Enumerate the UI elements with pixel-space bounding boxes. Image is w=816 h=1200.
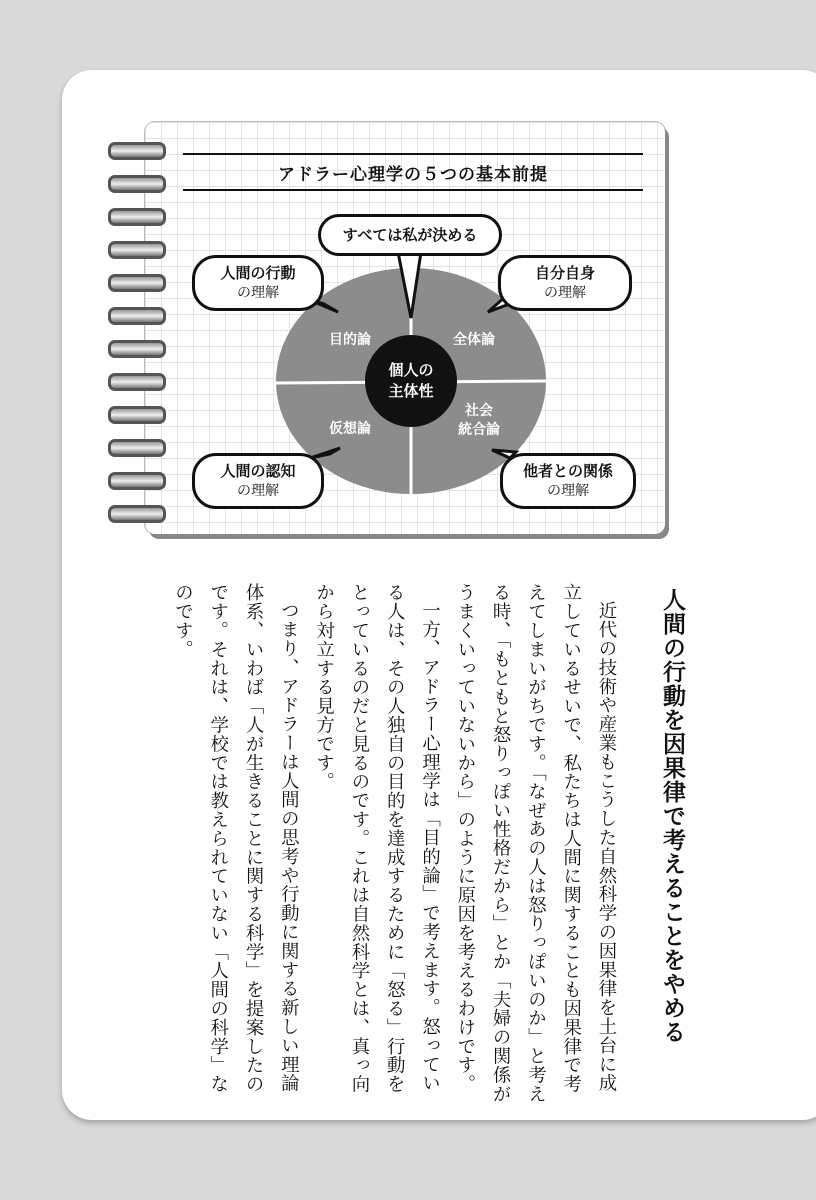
segment-social-line1: 社会 — [465, 403, 493, 419]
segment-social-line2: 統合論 — [458, 422, 500, 438]
bubble-br-sub: の理解 — [547, 483, 589, 499]
segment-fictionalism: 仮想論 — [329, 421, 371, 437]
bubble-tl-sub: の理解 — [237, 285, 279, 301]
bubble-human-cognition — [192, 453, 324, 509]
bubble-bl-main: 人間の認知 — [220, 462, 296, 480]
bubble-human-behavior — [192, 255, 324, 311]
bubble-everything-is-my-decision — [318, 214, 502, 256]
bubble-tl-main: 人間の行動 — [220, 264, 296, 282]
bubble-self — [498, 255, 632, 311]
segment-holism: 全体論 — [453, 332, 495, 348]
bubble-br-main: 他者との関係 — [522, 462, 613, 480]
bubble-top-text: すべては私が決める — [342, 226, 478, 244]
bubble-relationships — [500, 453, 636, 509]
article-body — [165, 583, 624, 1103]
article-heading: 人間の行動を因果律で考えることをやめる — [659, 588, 685, 1044]
segment-teleology: 目的論 — [329, 332, 371, 348]
bubble-tr-main: 自分自身 — [534, 264, 595, 282]
paragraph: 近代の技術や産業もこうした自然科学の因果律を土台に成立しているせいで、私たちは人間に関することも因果律で考えてしまいがちです。「なぜあの人は怒りっぽいのか」と考える時、「もともと怒りっぽい性格だから」とか「夫婦の関係がうまくいっていないから」のように原因を考えるわけです。 — [454, 583, 617, 1103]
bubble-tr-sub: の理解 — [544, 285, 586, 301]
segment-social-integration — [444, 402, 514, 440]
diagram-title: アドラー心理学の５つの基本前提 — [278, 165, 548, 185]
center-individual-agency — [372, 360, 450, 402]
paragraph: つまり、アドラーは人間の思考や行動に関する新しい理論体系、いわば「人が生きることに関する科学」を提案したのです。それは、学校では教えられていない「人間の科学」なのです。 — [172, 583, 300, 1094]
center-line1: 個人の — [388, 361, 434, 379]
center-line2: 主体性 — [388, 382, 434, 400]
paragraph: 一方、アドラー心理学は「目的論」で考えます。怒っている人は、その人独自の目的を達成するために「怒る」行動をとっているのだと見るのです。これは自然科学とは、真っ向から対立する見方です。 — [313, 583, 441, 1094]
bubble-bl-sub: の理解 — [237, 483, 279, 499]
